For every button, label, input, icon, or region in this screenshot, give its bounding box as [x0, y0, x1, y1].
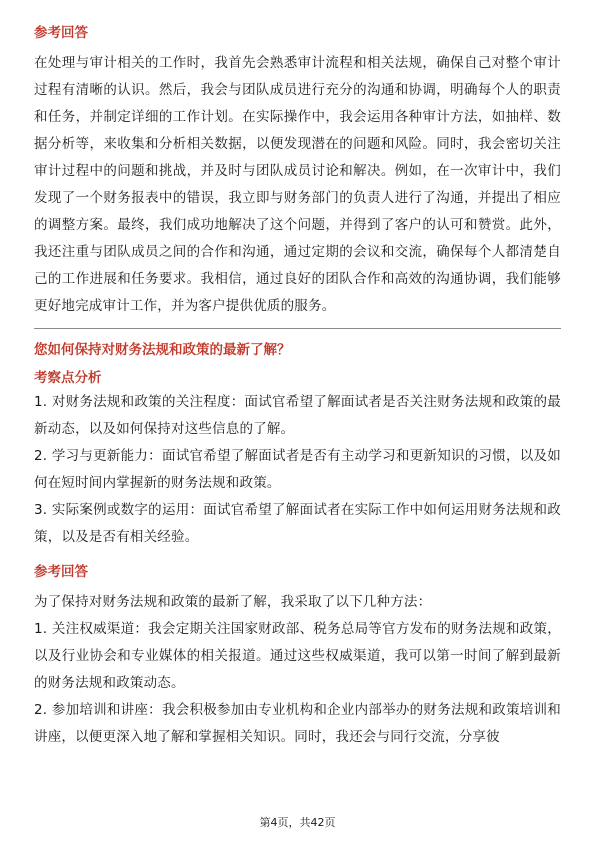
analysis-point: 2. 学习与更新能力：面试官希望了解面试者是否有主动学习和更新知识的习惯，以及如何在短时间内掌握新的财务法规和政策。 — [34, 448, 561, 491]
analysis-point: 1. 对财务法规和政策的关注程度：面试官希望了解面试者是否关注财务法规和政策的最新动态，以及如何保持对这些信息的了解。 — [34, 394, 561, 437]
analysis-point: 3. 实际案例或数字的运用：面试官希望了解面试者在实际工作中如何运用财务法规和政策，以及是否有相关经验。 — [34, 502, 561, 545]
answer-intro: 为了保持对财务法规和政策的最新了解，我采取了以下几种方法： — [34, 594, 432, 610]
question-title: 您如何保持对财务法规和政策的最新了解？ — [34, 342, 291, 358]
answer-item: 2. 参加培训和讲座：我会积极参加由专业机构和企业内部举办的财务法规和政策培训和讲座，以便更深入地了解和掌握相关知识。同时，我还会与同行交流，分享彼 — [34, 702, 561, 745]
document-page — [34, 22, 561, 751]
section-divider — [34, 328, 561, 329]
answer-item: 1. 关注权威渠道：我会定期关注国家财政部、税务总局等官方发布的财务法规和政策，以及行业协会和专业媒体的相关报道。通过这些权威渠道，我可以第一时间了解到最新的财务法规和政策动态。 — [34, 621, 561, 691]
analysis-heading: 考察点分析 — [34, 370, 102, 386]
page-number: 第4页，共42页 — [259, 816, 336, 829]
reference-answer-heading: 参考回答 — [34, 564, 88, 580]
reference-answer-heading: 参考回答 — [34, 25, 88, 41]
reference-answer-paragraph: 在处理与审计相关的工作时，我首先会熟悉审计流程和相关法规，确保自己对整个审计过程有清晰的认识。然后，我会与团队成员进行充分的沟通和协调，明确每个人的职责和任务，并制定详细的工作计划。在实际操作中，我会运用各种审计方法，如抽样、数据分析等，来收集和分析相关数据，以便发现潜在的问题和风险。同时，我会密切关注审计过程中的问题和挑战，并及时与团队成员讨论和解决。例如，在一次审计中，我们发现了一个财务报表中的错误，我立即与财务部门的负责人进行了沟通，并提出了相应的调整方案。最终，我们成功地解决了这个问题，并得到了客户的认可和赞赏。此外，我还注重与团队成员之间的合作和沟通，通过定期的会议和交流，确保每个人都清楚自己的工作进展和任务要求。我相信，通过良好的团队合作和高效的沟通协调，我们能够更好地完成审计工作，并为客户提供优质的服务。 — [34, 55, 561, 314]
